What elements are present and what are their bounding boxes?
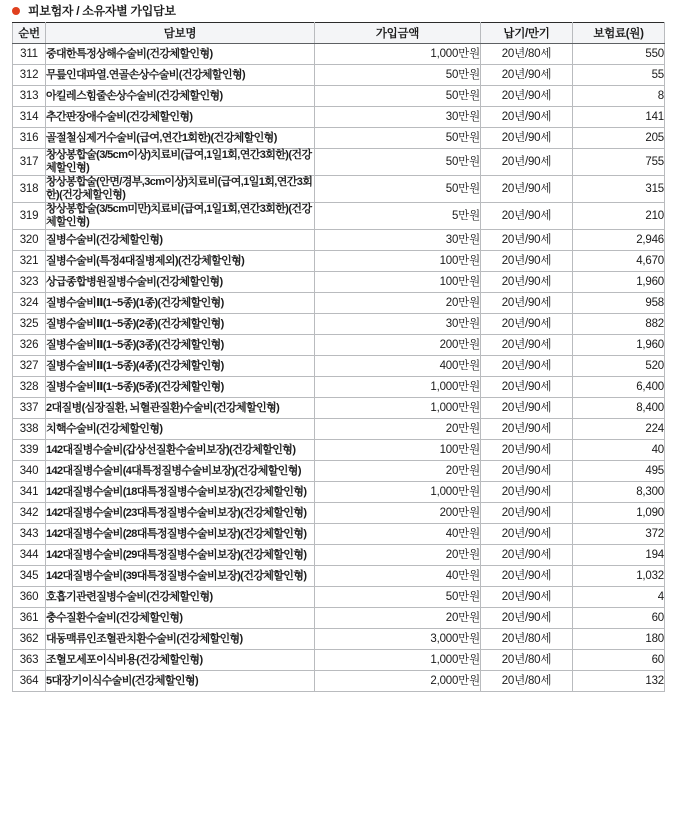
cell-amount: 20만원	[315, 419, 481, 440]
table-row	[13, 608, 665, 629]
table-row	[13, 587, 665, 608]
table-row	[13, 524, 665, 545]
table-header	[13, 23, 665, 44]
cell-premium: 141	[573, 107, 665, 128]
cell-name: 142대질병수술비(39대특정질병수술비보장)(건강체할인형)	[46, 566, 315, 587]
cell-no: 345	[13, 566, 46, 587]
table-row	[13, 629, 665, 650]
cell-term: 20년/80세	[481, 650, 573, 671]
cell-amount: 100만원	[315, 251, 481, 272]
cell-premium: 1,032	[573, 566, 665, 587]
table-row	[13, 671, 665, 692]
cell-amount: 1,000만원	[315, 377, 481, 398]
cell-term: 20년/90세	[481, 419, 573, 440]
coverage-table	[12, 22, 665, 692]
cell-name: 142대질병수술비(28대특정질병수술비보장)(건강체할인형)	[46, 524, 315, 545]
cell-term: 20년/90세	[481, 377, 573, 398]
cell-name: 아킬레스힘줄손상수술비(건강체할인형)	[46, 86, 315, 107]
table-body	[13, 44, 665, 692]
cell-amount: 30만원	[315, 107, 481, 128]
cell-term: 20년/90세	[481, 461, 573, 482]
cell-term: 20년/80세	[481, 629, 573, 650]
cell-name: 상급종합병원질병수술비(건강체할인형)	[46, 272, 315, 293]
cell-premium: 1,090	[573, 503, 665, 524]
cell-term: 20년/90세	[481, 335, 573, 356]
cell-term: 20년/90세	[481, 314, 573, 335]
cell-premium: 40	[573, 440, 665, 461]
table-row	[13, 356, 665, 377]
table-row	[13, 314, 665, 335]
cell-amount: 100만원	[315, 272, 481, 293]
cell-term: 20년/90세	[481, 203, 573, 230]
cell-term: 20년/90세	[481, 503, 573, 524]
cell-name: 142대질병수술비(18대특정질병수술비보장)(건강체할인형)	[46, 482, 315, 503]
cell-no: 327	[13, 356, 46, 377]
cell-no: 319	[13, 203, 46, 230]
cell-amount: 1,000만원	[315, 398, 481, 419]
cell-amount: 1,000만원	[315, 44, 481, 65]
table-row	[13, 65, 665, 86]
cell-amount: 30만원	[315, 314, 481, 335]
table-row	[13, 650, 665, 671]
cell-no: 311	[13, 44, 46, 65]
cell-no: 363	[13, 650, 46, 671]
cell-name: 충수질환수술비(건강체할인형)	[46, 608, 315, 629]
section-heading	[0, 0, 676, 22]
cell-premium: 180	[573, 629, 665, 650]
cell-premium: 60	[573, 650, 665, 671]
bullet-icon	[12, 7, 20, 15]
cell-term: 20년/90세	[481, 482, 573, 503]
cell-name: 창상봉합술(안면/경부,3cm이상)치료비(급여,1일1회,연간3회한)(건강체할인형)	[46, 176, 315, 203]
cell-amount: 50만원	[315, 65, 481, 86]
cell-no: 323	[13, 272, 46, 293]
table-row	[13, 398, 665, 419]
cell-term: 20년/90세	[481, 149, 573, 176]
cell-no: 339	[13, 440, 46, 461]
cell-premium: 132	[573, 671, 665, 692]
cell-term: 20년/90세	[481, 398, 573, 419]
table-row	[13, 440, 665, 461]
cell-premium: 4,670	[573, 251, 665, 272]
cell-amount: 200만원	[315, 335, 481, 356]
cell-term: 20년/90세	[481, 65, 573, 86]
cell-amount: 1,000만원	[315, 650, 481, 671]
cell-no: 342	[13, 503, 46, 524]
cell-no: 328	[13, 377, 46, 398]
cell-no: 317	[13, 149, 46, 176]
cell-amount: 50만원	[315, 176, 481, 203]
table-row	[13, 377, 665, 398]
table-row	[13, 149, 665, 176]
cell-amount: 40만원	[315, 566, 481, 587]
table-row	[13, 566, 665, 587]
cell-premium: 210	[573, 203, 665, 230]
cell-amount: 40만원	[315, 524, 481, 545]
col-header-no: 순번	[13, 23, 46, 44]
table-row	[13, 482, 665, 503]
cell-amount: 5만원	[315, 203, 481, 230]
cell-premium: 2,946	[573, 230, 665, 251]
cell-premium: 8,300	[573, 482, 665, 503]
cell-term: 20년/90세	[481, 176, 573, 203]
cell-name: 142대질병수술비(갑상선질환수술비보장)(건강체할인형)	[46, 440, 315, 461]
page-title: 피보험자 / 소유자별 가입담보	[28, 4, 176, 18]
table-row	[13, 86, 665, 107]
table-row	[13, 107, 665, 128]
cell-no: 344	[13, 545, 46, 566]
cell-no: 320	[13, 230, 46, 251]
table-row	[13, 251, 665, 272]
cell-premium: 1,960	[573, 335, 665, 356]
cell-no: 324	[13, 293, 46, 314]
cell-name: 질병수술비Ⅱ(1~5종)(3종)(건강체할인형)	[46, 335, 315, 356]
cell-premium: 55	[573, 65, 665, 86]
table-row	[13, 419, 665, 440]
cell-term: 20년/90세	[481, 440, 573, 461]
table-row	[13, 335, 665, 356]
cell-term: 20년/90세	[481, 566, 573, 587]
cell-term: 20년/80세	[481, 44, 573, 65]
cell-name: 질병수술비Ⅱ(1~5종)(1종)(건강체할인형)	[46, 293, 315, 314]
table-row	[13, 128, 665, 149]
table-row	[13, 293, 665, 314]
cell-amount: 3,000만원	[315, 629, 481, 650]
cell-name: 질병수술비Ⅱ(1~5종)(2종)(건강체할인형)	[46, 314, 315, 335]
table-row	[13, 545, 665, 566]
cell-name: 2대질병(심장질환, 뇌혈관질환)수술비(건강체할인형)	[46, 398, 315, 419]
cell-premium: 224	[573, 419, 665, 440]
cell-premium: 194	[573, 545, 665, 566]
cell-premium: 315	[573, 176, 665, 203]
cell-no: 321	[13, 251, 46, 272]
cell-name: 호흡기관련질병수술비(건강체할인형)	[46, 587, 315, 608]
cell-premium: 8	[573, 86, 665, 107]
cell-premium: 205	[573, 128, 665, 149]
cell-amount: 20만원	[315, 608, 481, 629]
table-row	[13, 230, 665, 251]
cell-name: 142대질병수술비(23대특정질병수술비보장)(건강체할인형)	[46, 503, 315, 524]
cell-term: 20년/90세	[481, 608, 573, 629]
cell-premium: 8,400	[573, 398, 665, 419]
cell-name: 대동맥류인조혈관치환수술비(건강체할인형)	[46, 629, 315, 650]
cell-amount: 50만원	[315, 128, 481, 149]
cell-no: 316	[13, 128, 46, 149]
cell-name: 질병수술비Ⅱ(1~5종)(4종)(건강체할인형)	[46, 356, 315, 377]
cell-no: 337	[13, 398, 46, 419]
cell-term: 20년/90세	[481, 293, 573, 314]
cell-no: 361	[13, 608, 46, 629]
cell-term: 20년/90세	[481, 524, 573, 545]
cell-name: 무릎인대파열.연골손상수술비(건강체할인형)	[46, 65, 315, 86]
cell-premium: 882	[573, 314, 665, 335]
cell-premium: 372	[573, 524, 665, 545]
col-header-name: 담보명	[46, 23, 315, 44]
col-header-premium: 보험료(원)	[573, 23, 665, 44]
cell-no: 314	[13, 107, 46, 128]
cell-no: 360	[13, 587, 46, 608]
cell-no: 340	[13, 461, 46, 482]
cell-amount: 50만원	[315, 86, 481, 107]
cell-premium: 755	[573, 149, 665, 176]
cell-amount: 2,000만원	[315, 671, 481, 692]
cell-amount: 20만원	[315, 545, 481, 566]
cell-premium: 60	[573, 608, 665, 629]
cell-name: 질병수술비Ⅱ(1~5종)(5종)(건강체할인형)	[46, 377, 315, 398]
cell-name: 중대한특정상해수술비(건강체할인형)	[46, 44, 315, 65]
cell-term: 20년/90세	[481, 107, 573, 128]
col-header-term: 납기/만기	[481, 23, 573, 44]
cell-no: 338	[13, 419, 46, 440]
cell-amount: 1,000만원	[315, 482, 481, 503]
table-row	[13, 44, 665, 65]
cell-premium: 550	[573, 44, 665, 65]
cell-term: 20년/90세	[481, 251, 573, 272]
cell-amount: 30만원	[315, 230, 481, 251]
cell-term: 20년/90세	[481, 272, 573, 293]
table-row	[13, 461, 665, 482]
cell-no: 326	[13, 335, 46, 356]
cell-no: 318	[13, 176, 46, 203]
cell-name: 142대질병수술비(29대특정질병수술비보장)(건강체할인형)	[46, 545, 315, 566]
cell-name: 5대장기이식수술비(건강체할인형)	[46, 671, 315, 692]
cell-amount: 50만원	[315, 149, 481, 176]
cell-premium: 6,400	[573, 377, 665, 398]
cell-no: 343	[13, 524, 46, 545]
cell-name: 골절철심제거수술비(급여,연간1회한)(건강체할인형)	[46, 128, 315, 149]
cell-amount: 100만원	[315, 440, 481, 461]
cell-no: 362	[13, 629, 46, 650]
cell-no: 325	[13, 314, 46, 335]
col-header-amount: 가입금액	[315, 23, 481, 44]
cell-name: 조혈모세포이식비용(건강체할인형)	[46, 650, 315, 671]
cell-amount: 50만원	[315, 587, 481, 608]
cell-term: 20년/90세	[481, 86, 573, 107]
cell-amount: 20만원	[315, 461, 481, 482]
cell-premium: 4	[573, 587, 665, 608]
cell-amount: 20만원	[315, 293, 481, 314]
cell-amount: 400만원	[315, 356, 481, 377]
cell-premium: 958	[573, 293, 665, 314]
coverage-table-wrap	[0, 22, 676, 692]
table-row	[13, 176, 665, 203]
cell-premium: 520	[573, 356, 665, 377]
cell-no: 341	[13, 482, 46, 503]
cell-name: 치핵수술비(건강체할인형)	[46, 419, 315, 440]
cell-term: 20년/90세	[481, 545, 573, 566]
cell-name: 창상봉합술(3/5cm미만)치료비(급여,1일1회,연간3회한)(건강체할인형)	[46, 203, 315, 230]
cell-name: 추간판장애수술비(건강체할인형)	[46, 107, 315, 128]
cell-premium: 1,960	[573, 272, 665, 293]
cell-term: 20년/90세	[481, 230, 573, 251]
cell-name: 질병수술비(특정4대질병제외)(건강체할인형)	[46, 251, 315, 272]
cell-name: 142대질병수술비(4대특정질병수술비보장)(건강체할인형)	[46, 461, 315, 482]
table-row	[13, 203, 665, 230]
cell-no: 313	[13, 86, 46, 107]
cell-premium: 495	[573, 461, 665, 482]
table-row	[13, 503, 665, 524]
cell-name: 창상봉합술(3/5cm이상)치료비(급여,1일1회,연간3회한)(건강체할인형)	[46, 149, 315, 176]
cell-term: 20년/90세	[481, 128, 573, 149]
cell-term: 20년/90세	[481, 356, 573, 377]
cell-term: 20년/80세	[481, 671, 573, 692]
table-header-row	[13, 23, 665, 44]
cell-no: 312	[13, 65, 46, 86]
cell-amount: 200만원	[315, 503, 481, 524]
table-row	[13, 272, 665, 293]
cell-term: 20년/90세	[481, 587, 573, 608]
cell-name: 질병수술비(건강체할인형)	[46, 230, 315, 251]
cell-no: 364	[13, 671, 46, 692]
